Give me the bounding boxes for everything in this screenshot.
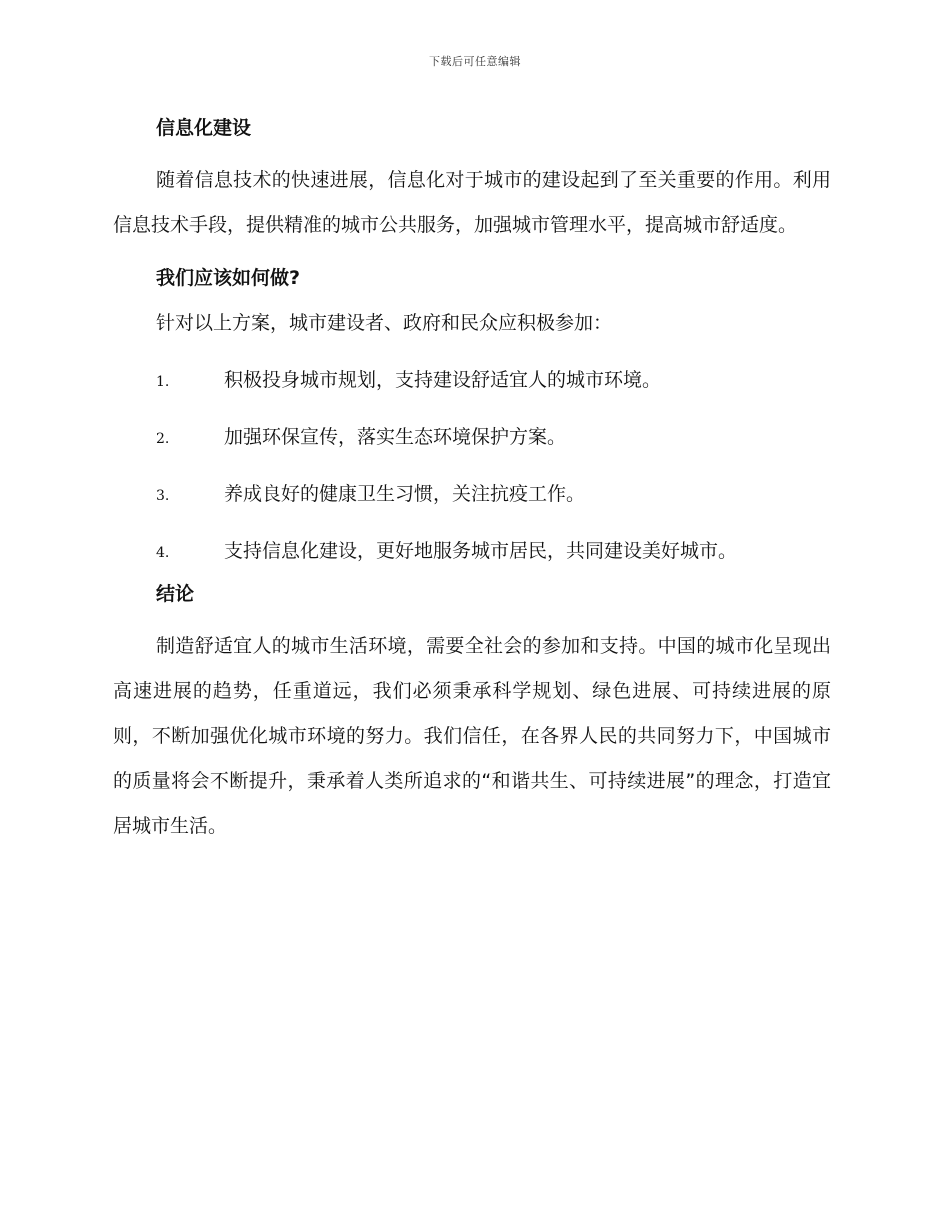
list-number: 2.	[156, 431, 170, 447]
list-number: 4.	[156, 545, 170, 561]
list-number: 3.	[156, 488, 170, 504]
section-title-informatization: 信息化建设	[156, 117, 252, 139]
list-number: 1.	[156, 374, 170, 390]
list-text: 积极投身城市规划，支持建设舒适宜人的城市环境。	[224, 369, 662, 391]
list-item	[113, 422, 831, 479]
list-text: 养成良好的健康卫生习惯，关注抗疫工作。	[224, 483, 586, 505]
list-text: 加强环保宣传，落实生态环境保护方案。	[224, 426, 567, 448]
list-item	[113, 479, 831, 536]
action-list	[113, 365, 831, 579]
list-item	[113, 365, 831, 422]
section-title-what-to-do: 我们应该如何做?	[156, 267, 301, 289]
list-text: 支持信息化建设，更好地服务城市居民，共同建设美好城市。	[224, 540, 738, 562]
paragraph-intro: 针对以上方案，城市建设者、政府和民众应积极参加：	[156, 312, 613, 334]
section-title-conclusion: 结论	[156, 583, 195, 605]
page-header-note: 下载后可任意编辑	[429, 55, 521, 68]
paragraph-conclusion: 制造舒适宜人的城市生活环境，需要全社会的参加和支持。中国的城市化呈现出高速进展的趋势，任重道远，我们必须秉承科学规划、绿色进展、可持续进展的原则，不断加强优化城市环境的努力。我们信任，在各界人民的共同努力下，中国城市的质量将会不断提升，秉承着人类所追求的“和谐共生、可持续进展”的理念，打造宜居城市生活。	[113, 635, 831, 837]
document-body	[113, 113, 831, 849]
list-item	[113, 536, 831, 579]
paragraph-informatization: 随着信息技术的快速进展，信息化对于城市的建设起到了至关重要的作用。利用信息技术手段，提供精准的城市公共服务，加强城市管理水平，提高城市舒适度。	[113, 169, 831, 236]
